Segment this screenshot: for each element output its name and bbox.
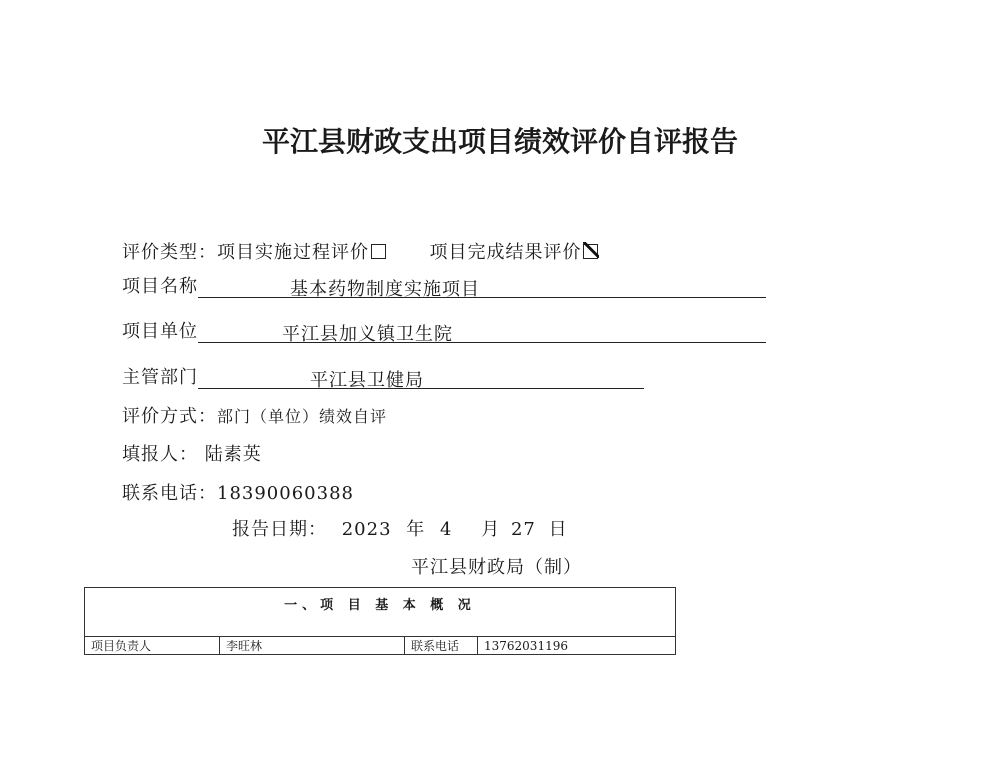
report-title: 平江县财政支出项目绩效评价自评报告 [261,125,738,158]
project-name-field [198,277,766,298]
eval-option-process-checkbox[interactable] [371,244,386,259]
phone-value: 18390060388 [217,483,354,504]
eval-option-result-checkbox[interactable] [583,244,598,259]
dept-field [198,368,644,389]
report-date-row [232,515,568,541]
filler-label: 填报人： [122,444,198,465]
project-unit-row [122,317,766,343]
report-date-year-unit: 年 [406,519,426,540]
project-unit-label: 项目单位 [122,321,198,342]
eval-type-row [122,238,598,264]
contact-label: 联系电话 [405,637,478,655]
filler-value: 陆素英 [204,444,262,465]
eval-method-row [122,402,387,428]
dept-value: 平江县卫健局 [310,370,424,391]
filler-row [122,440,262,466]
section-title: 一、项 目 基 本 概 况 [85,588,676,637]
phone-row [122,479,354,505]
project-name-row [122,272,766,298]
eval-method-label: 评价方式： [122,406,217,427]
eval-method-value: 部门（单位）绩效自评 [217,407,388,426]
report-date-label: 报告日期： [232,519,327,540]
report-date-day: 27 [510,519,536,540]
leader-value: 李旺林 [220,637,405,655]
project-name-label: 项目名称 [122,276,198,297]
eval-type-label: 评价类型： [122,242,217,263]
report-date-month: 4 [440,519,453,540]
eval-option-process-label: 项目实施过程评价 [217,242,369,263]
contact-value: 13762031196 [478,637,676,655]
report-date-day-unit: 日 [548,519,568,540]
table-row [85,637,676,655]
project-unit-value: 平江县加义镇卫生院 [282,324,453,345]
project-unit-field [198,322,766,343]
dept-label: 主管部门 [122,367,198,388]
project-name-value: 基本药物制度实施项目 [290,279,480,300]
issuer: 平江县财政局（制） [411,557,582,578]
dept-row [122,363,644,389]
report-date-month-unit: 月 [481,519,501,540]
leader-label: 项目负责人 [85,637,220,655]
report-date-year: 2023 [341,519,392,540]
basic-info-table [84,587,676,655]
phone-label: 联系电话： [122,483,217,504]
eval-option-result-label: 项目完成结果评价 [429,242,582,263]
